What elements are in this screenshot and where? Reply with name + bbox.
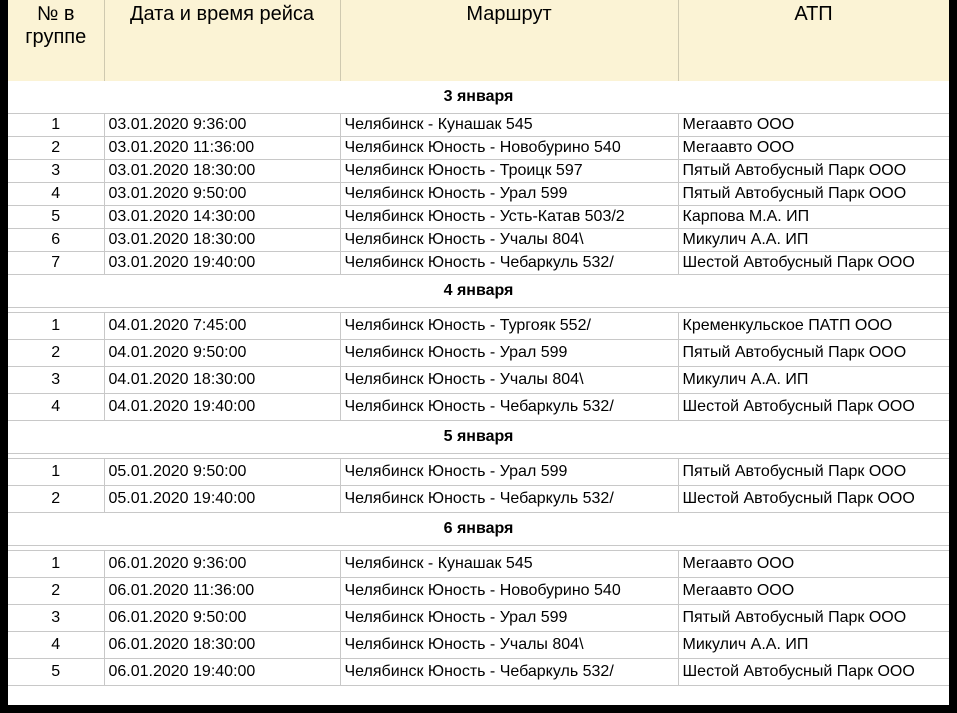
- cell-route: Челябинск Юность - Учалы 804\: [340, 367, 678, 394]
- cell-date: 06.01.2020 18:30:00: [104, 632, 340, 659]
- cell-number: 2: [8, 578, 104, 605]
- cell-route: Челябинск Юность - Учалы 804\: [340, 632, 678, 659]
- cell-atp: Мегаавто ООО: [678, 551, 949, 578]
- cell-date: 04.01.2020 19:40:00: [104, 394, 340, 421]
- cell-atp: Микулич А.А. ИП: [678, 367, 949, 394]
- cell-route: Челябинск Юность - Урал 599: [340, 459, 678, 486]
- table-row: [8, 252, 949, 275]
- cell-route: Челябинск - Кунашак 545: [340, 114, 678, 137]
- group-header-row: [8, 275, 949, 308]
- cell-atp: Пятый Автобусный Парк ООО: [678, 605, 949, 632]
- cell-date: 03.01.2020 18:30:00: [104, 229, 340, 252]
- cell-date: 03.01.2020 9:50:00: [104, 183, 340, 206]
- group-header-row: [8, 513, 949, 546]
- cell-date: 04.01.2020 18:30:00: [104, 367, 340, 394]
- cell-atp: Микулич А.А. ИП: [678, 632, 949, 659]
- header-date: Дата и время рейса: [104, 0, 340, 81]
- table-row: [8, 551, 949, 578]
- cell-atp: Пятый Автобусный Парк ООО: [678, 340, 949, 367]
- cell-number: 5: [8, 206, 104, 229]
- cell-number: 1: [8, 551, 104, 578]
- cell-number: 2: [8, 340, 104, 367]
- cell-number: 3: [8, 605, 104, 632]
- cell-number: 1: [8, 459, 104, 486]
- cell-route: Челябинск Юность - Новобурино 540: [340, 578, 678, 605]
- group-header-row: [8, 421, 949, 454]
- cell-number: 4: [8, 183, 104, 206]
- table-row: [8, 340, 949, 367]
- cell-number: 7: [8, 252, 104, 275]
- cell-number: 4: [8, 394, 104, 421]
- cell-date: 06.01.2020 9:36:00: [104, 551, 340, 578]
- table-row: [8, 578, 949, 605]
- cell-route: Челябинск Юность - Урал 599: [340, 605, 678, 632]
- table-row: [8, 160, 949, 183]
- cell-date: 03.01.2020 9:36:00: [104, 114, 340, 137]
- cell-number: 2: [8, 486, 104, 513]
- cell-route: Челябинск Юность - Учалы 804\: [340, 229, 678, 252]
- cell-atp: Пятый Автобусный Парк ООО: [678, 160, 949, 183]
- cell-route: Челябинск - Кунашак 545: [340, 551, 678, 578]
- cell-date: 03.01.2020 18:30:00: [104, 160, 340, 183]
- cell-route: Челябинск Юность - Чебаркуль 532/: [340, 252, 678, 275]
- table-row: [8, 313, 949, 340]
- cell-atp: Шестой Автобусный Парк ООО: [678, 394, 949, 421]
- group-title: 3 января: [8, 81, 949, 114]
- table-row: [8, 659, 949, 686]
- cell-route: Челябинск Юность - Чебаркуль 532/: [340, 394, 678, 421]
- cell-number: 1: [8, 313, 104, 340]
- schedule-table: [8, 0, 949, 686]
- cell-atp: Шестой Автобусный Парк ООО: [678, 486, 949, 513]
- cell-route: Челябинск Юность - Новобурино 540: [340, 137, 678, 160]
- table-row: [8, 605, 949, 632]
- schedule-sheet: [8, 0, 949, 705]
- table-row: [8, 632, 949, 659]
- cell-route: Челябинск Юность - Троицк 597: [340, 160, 678, 183]
- cell-atp: Микулич А.А. ИП: [678, 229, 949, 252]
- cell-number: 3: [8, 367, 104, 394]
- table-row: [8, 367, 949, 394]
- cell-date: 06.01.2020 9:50:00: [104, 605, 340, 632]
- cell-number: 3: [8, 160, 104, 183]
- group-header-row: [8, 81, 949, 114]
- cell-atp: Пятый Автобусный Парк ООО: [678, 183, 949, 206]
- cell-atp: Шестой Автобусный Парк ООО: [678, 252, 949, 275]
- table-body: [8, 81, 949, 686]
- cell-route: Челябинск Юность - Урал 599: [340, 340, 678, 367]
- cell-atp: Карпова М.А. ИП: [678, 206, 949, 229]
- cell-number: 5: [8, 659, 104, 686]
- cell-number: 4: [8, 632, 104, 659]
- cell-atp: Кременкульское ПАТП ООО: [678, 313, 949, 340]
- group-title: 5 января: [8, 421, 949, 454]
- cell-route: Челябинск Юность - Усть-Катав 503/2: [340, 206, 678, 229]
- cell-date: 03.01.2020 14:30:00: [104, 206, 340, 229]
- cell-route: Челябинск Юность - Чебаркуль 532/: [340, 486, 678, 513]
- cell-atp: Мегаавто ООО: [678, 114, 949, 137]
- cell-date: 04.01.2020 7:45:00: [104, 313, 340, 340]
- cell-route: Челябинск Юность - Урал 599: [340, 183, 678, 206]
- cell-atp: Мегаавто ООО: [678, 137, 949, 160]
- cell-date: 06.01.2020 19:40:00: [104, 659, 340, 686]
- cell-date: 06.01.2020 11:36:00: [104, 578, 340, 605]
- table-row: [8, 206, 949, 229]
- cell-number: 1: [8, 114, 104, 137]
- header-route: Маршрут: [340, 0, 678, 81]
- cell-atp: Мегаавто ООО: [678, 578, 949, 605]
- cell-route: Челябинск Юность - Тургояк 552/: [340, 313, 678, 340]
- table-row: [8, 394, 949, 421]
- header-number: № в группе: [8, 0, 104, 81]
- cell-date: 03.01.2020 11:36:00: [104, 137, 340, 160]
- cell-date: 04.01.2020 9:50:00: [104, 340, 340, 367]
- cell-route: Челябинск Юность - Чебаркуль 532/: [340, 659, 678, 686]
- table-row: [8, 183, 949, 206]
- cell-number: 6: [8, 229, 104, 252]
- cell-atp: Шестой Автобусный Парк ООО: [678, 659, 949, 686]
- cell-date: 03.01.2020 19:40:00: [104, 252, 340, 275]
- group-title: 4 января: [8, 275, 949, 308]
- cell-date: 05.01.2020 9:50:00: [104, 459, 340, 486]
- table-row: [8, 486, 949, 513]
- cell-atp: Пятый Автобусный Парк ООО: [678, 459, 949, 486]
- cell-number: 2: [8, 137, 104, 160]
- table-row: [8, 229, 949, 252]
- table-header-row: [8, 0, 949, 81]
- table-row: [8, 114, 949, 137]
- table-row: [8, 459, 949, 486]
- cell-date: 05.01.2020 19:40:00: [104, 486, 340, 513]
- table-row: [8, 137, 949, 160]
- group-title: 6 января: [8, 513, 949, 546]
- header-atp: АТП: [678, 0, 949, 81]
